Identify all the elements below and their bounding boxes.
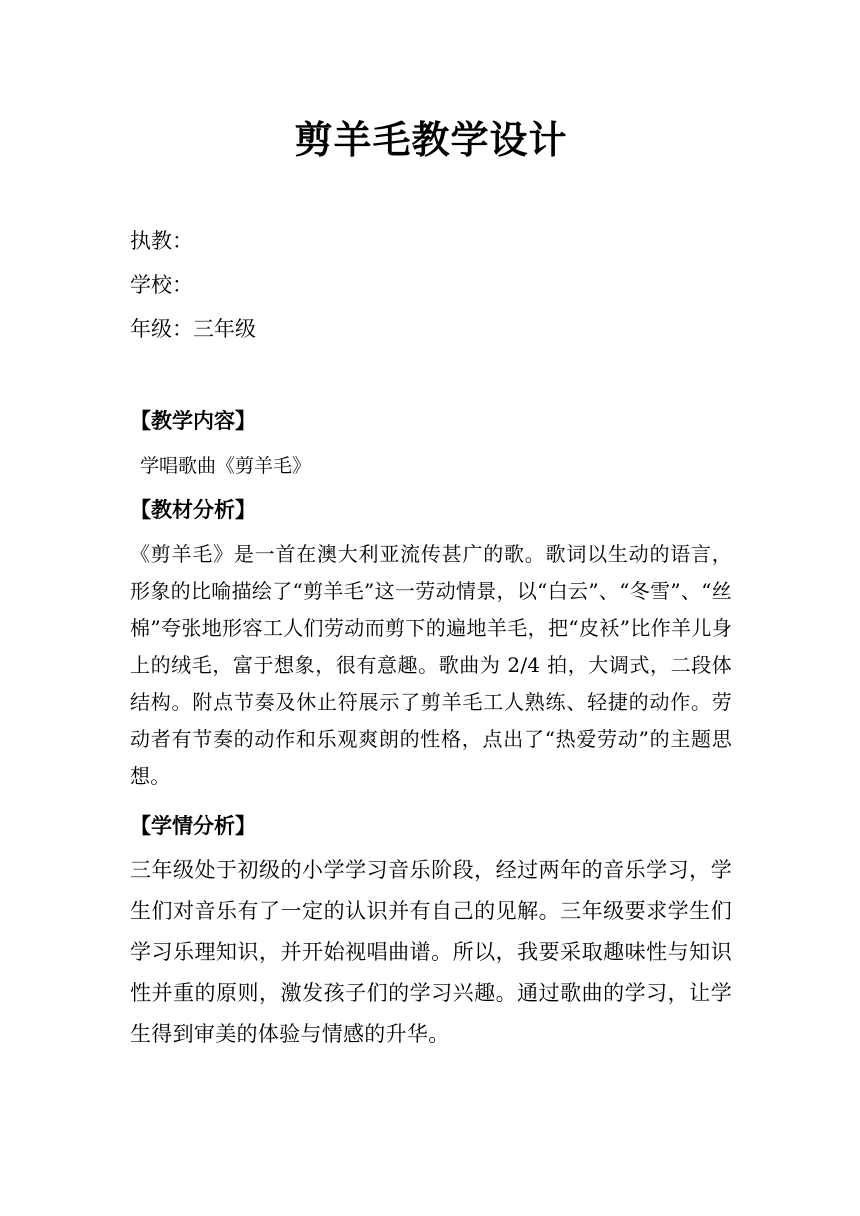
student-analysis-paragraph: 三年级处于初级的小学学习音乐阶段，经过两年的音乐学习，学生们对音乐有了一定的认识并有自己的见解。三年级要求学生们学习乐理知识，并开始视唱曲谱。所以，我要采取趣味性与知识性并重的原则，激发孩子们的学习兴趣。通过歌曲的学习，让学生得到审美的体验与情感的升华。 xyxy=(130,858,732,1046)
section-heading-teaching-content: 【教学内容】 xyxy=(130,408,256,433)
teaching-content-text: 学唱歌曲《剪羊毛》 xyxy=(140,455,312,477)
section-heading-student-analysis: 【学情分析】 xyxy=(130,813,256,838)
school-label: 学校： xyxy=(130,273,193,297)
material-analysis-paragraph: 《剪羊毛》是一首在澳大利亚流传甚广的歌。歌词以生动的语言，形象的比喻描绘了“剪羊毛”这一劳动情景，以“白云”、“冬雪”、“丝棉”夸张地形容工人们劳动而剪下的遍地羊毛，把“皮袄”比作羊儿身上的绒毛，富于想象，很有意趣。歌曲为 2/4 拍，大调式，二段体结构。附点节奏及休止符展示了剪羊毛工人熟练、轻捷的动作。劳动者有节奏的动作和乐观爽朗的性格，点出了“热爱劳动”的主题思想。 xyxy=(130,542,732,788)
teacher-label: 执教： xyxy=(130,229,193,253)
grade-label: 年级：三年级 xyxy=(130,317,256,341)
document-title: 剪羊毛教学设计 xyxy=(294,117,568,162)
section-heading-material-analysis: 【教材分析】 xyxy=(130,497,256,522)
